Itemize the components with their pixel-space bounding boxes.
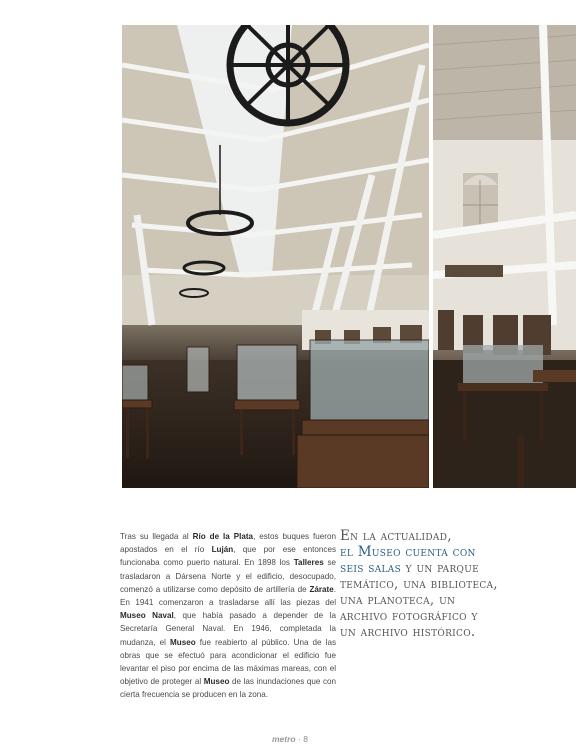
body-text-run: fue levantar el piso por encima de las máximas mareas, con — [120, 650, 336, 674]
body-text-run: Tras su llegada al — [120, 532, 193, 541]
body-text-run: el objetivo de proteger al — [120, 664, 337, 687]
body-text-run: . En 1941 comenzaron — [120, 584, 336, 608]
quote-line — [340, 592, 565, 608]
body-text-run: cierta frecuencia se producen en la zona. — [120, 690, 269, 700]
body-text-run: Una de las obras que se efectuó para acondicionar el edificio — [120, 637, 337, 660]
body-emphasis: Zárate — [309, 584, 334, 594]
pull-quote — [340, 528, 565, 640]
body-emphasis: Museo — [203, 677, 230, 687]
body-text-run: , estos buques fueron — [253, 532, 337, 541]
quote-text-run: un archivo histórico. — [340, 624, 476, 640]
quote-text-run: una planoteca, un — [340, 592, 456, 608]
quote-line — [340, 528, 565, 544]
body-text-run: como depósito de artillería de — [197, 584, 310, 594]
body-text-run: Dársena Norte y el edificio, desocupado, comenzó a utilizarse — [120, 571, 336, 594]
quote-text-run: En la actualidad, — [340, 528, 452, 544]
quote-line — [340, 624, 565, 640]
body-emphasis: Museo — [170, 637, 196, 647]
quote-text-run: temático, una biblioteca, — [340, 576, 498, 592]
quote-line — [340, 608, 565, 624]
quote-line — [340, 560, 565, 576]
body-text-run: pasado a depender de la Secretaría General Naval. En 1946, — [120, 611, 337, 634]
body-text-run: a trasladarse allí las piezas del — [209, 598, 336, 608]
quote-text-run: archivo fotográfico y — [340, 608, 478, 624]
museum-detail-photo — [433, 25, 576, 488]
body-text-run: se trasladaron a — [120, 558, 336, 581]
museum-hall-photo — [122, 25, 429, 488]
body-text-run: fue reabierto al público. — [195, 637, 290, 647]
body-text-run: apostados en el río — [120, 545, 212, 555]
body-text-run: completada la mudanza, el — [120, 624, 336, 647]
page-number: · 8 — [298, 734, 308, 744]
quote-line — [340, 544, 565, 560]
quote-text-run: y un parque — [401, 560, 479, 576]
page-footer — [272, 734, 308, 744]
body-emphasis: Luján — [211, 545, 234, 555]
body-paragraph — [120, 530, 336, 702]
museum-detail-illustration — [433, 25, 576, 488]
body-text-run: como puerto natural. En 1898 los — [163, 558, 294, 568]
museum-hall-illustration — [122, 25, 429, 488]
quote-line — [340, 576, 565, 592]
footer-brand: metro — [272, 734, 296, 744]
body-emphasis: Río de la Plata — [192, 532, 254, 541]
body-emphasis: Talleres — [293, 558, 324, 568]
body-text-run: , que había — [173, 611, 223, 621]
body-text-run: de las inundaciones que con — [229, 677, 336, 687]
body-emphasis: Museo Naval — [120, 611, 174, 621]
quote-highlight: seis salas — [340, 560, 402, 576]
body-text-run: , que por ese entonces funcionaba — [120, 545, 336, 568]
quote-highlight: el Museo cuenta con — [340, 544, 476, 560]
